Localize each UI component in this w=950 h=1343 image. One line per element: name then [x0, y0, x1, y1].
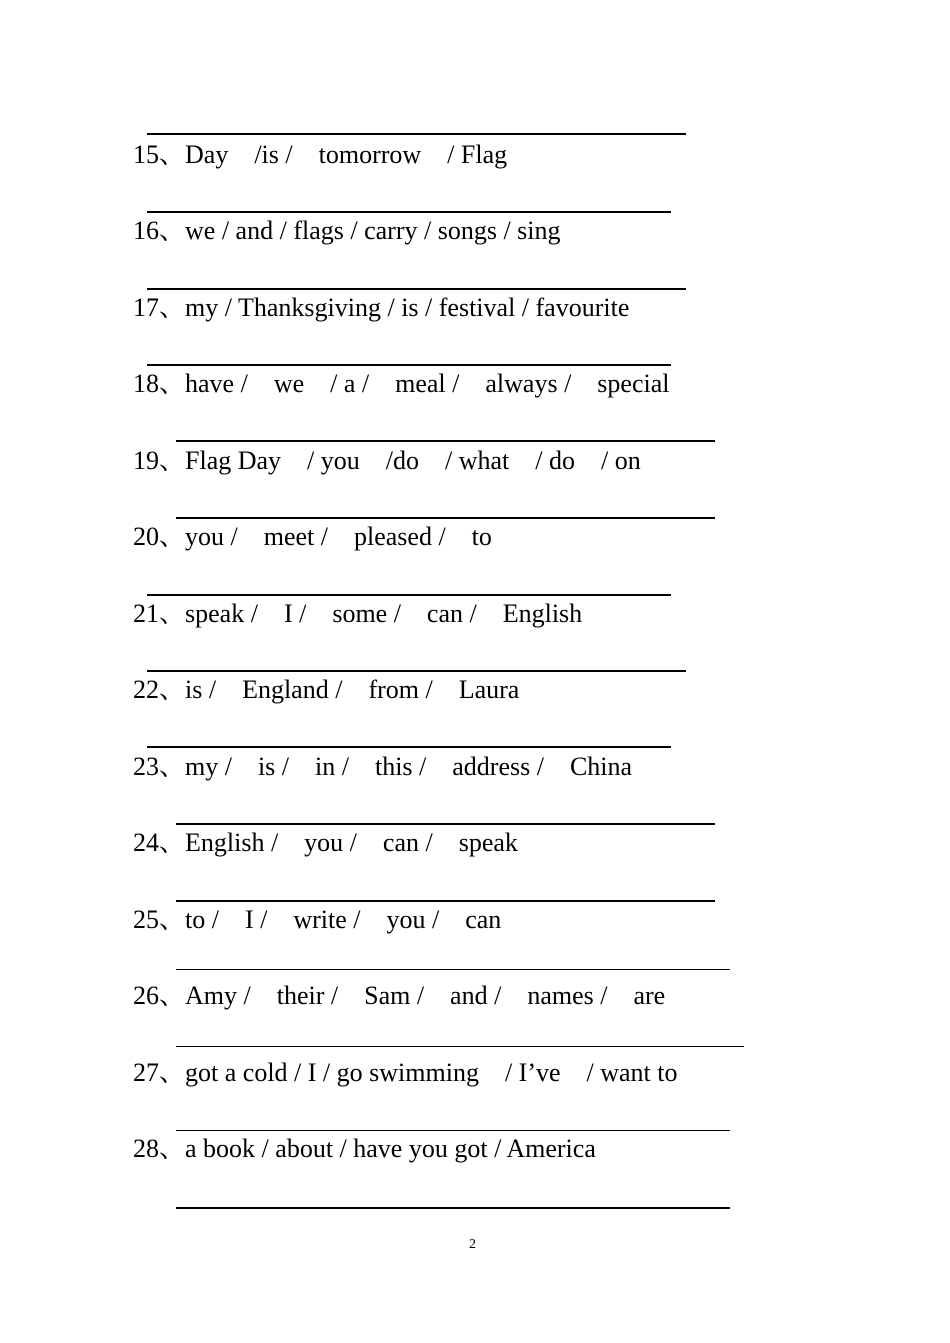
question-17: [133, 293, 629, 323]
answer-line-23: [176, 823, 715, 825]
question-24: [133, 828, 518, 858]
question-words: English / you / can / speak: [185, 828, 518, 857]
question-21: [133, 599, 582, 629]
question-15: [133, 140, 507, 170]
separator: 、: [159, 905, 186, 934]
question-number: 17: [133, 293, 159, 322]
question-25: [133, 905, 501, 935]
answer-line-27: [176, 1130, 730, 1131]
question-words: Flag Day / you /do / what / do / on: [185, 446, 641, 475]
question-number: 21: [133, 599, 159, 628]
answer-line-24: [176, 900, 715, 902]
question-number: 27: [133, 1058, 159, 1087]
answer-line-16: [147, 288, 686, 290]
question-number: 28: [133, 1134, 159, 1163]
separator: 、: [159, 522, 186, 551]
separator: 、: [159, 981, 186, 1010]
question-27: [133, 1058, 678, 1088]
question-16: [133, 216, 561, 246]
answer-line-15: [147, 211, 671, 213]
answer-line-19: [176, 517, 715, 519]
answer-line-22: [147, 746, 671, 748]
question-22: [133, 675, 519, 705]
separator: 、: [159, 1058, 186, 1087]
question-words: to / I / write / you / can: [185, 905, 502, 934]
question-18: [133, 369, 669, 399]
question-words: we / and / flags / carry / songs / sing: [185, 216, 561, 245]
question-number: 20: [133, 522, 159, 551]
answer-line-17: [147, 364, 671, 366]
question-words: speak / I / some / can / English: [185, 599, 583, 628]
question-words: my / is / in / this / address / China: [185, 752, 633, 781]
answer-line-20: [147, 594, 671, 596]
question-words: a book / about / have you got / America: [185, 1134, 596, 1163]
answer-line-21: [147, 670, 686, 672]
question-number: 16: [133, 216, 159, 245]
question-number: 23: [133, 752, 159, 781]
question-number: 22: [133, 675, 159, 704]
question-number: 26: [133, 981, 159, 1010]
question-number: 15: [133, 140, 159, 169]
question-words: got a cold / I / go swimming / I’ve / want to: [185, 1058, 678, 1087]
question-28: [133, 1134, 596, 1164]
question-number: 24: [133, 828, 159, 857]
question-words: is / England / from / Laura: [185, 675, 520, 704]
question-words: Day /is / tomorrow / Flag: [185, 140, 508, 169]
question-words: my / Thanksgiving / is / festival / favourite: [185, 293, 630, 322]
separator: 、: [159, 675, 186, 704]
answer-line-26: [176, 1046, 744, 1047]
answer-line-18: [176, 440, 715, 442]
separator: 、: [159, 599, 186, 628]
question-number: 25: [133, 905, 159, 934]
question-20: [133, 522, 492, 552]
question-words: Amy / their / Sam / and / names / are: [185, 981, 666, 1010]
question-words: you / meet / pleased / to: [185, 522, 492, 551]
question-number: 18: [133, 369, 159, 398]
separator: 、: [159, 293, 186, 322]
separator: 、: [159, 216, 186, 245]
separator: 、: [159, 369, 186, 398]
question-number: 19: [133, 446, 159, 475]
question-26: [133, 981, 665, 1011]
page-number: 2: [469, 1237, 476, 1252]
answer-line-25: [176, 969, 730, 970]
separator: 、: [159, 828, 186, 857]
separator: 、: [159, 446, 186, 475]
separator: 、: [159, 140, 186, 169]
separator: 、: [159, 1134, 186, 1163]
answer-line-28: [176, 1207, 730, 1209]
question-words: have / we / a / meal / always / special: [185, 369, 670, 398]
answer-line-before-15: [147, 133, 686, 135]
question-23: [133, 752, 632, 782]
question-19: [133, 446, 641, 476]
separator: 、: [159, 752, 186, 781]
